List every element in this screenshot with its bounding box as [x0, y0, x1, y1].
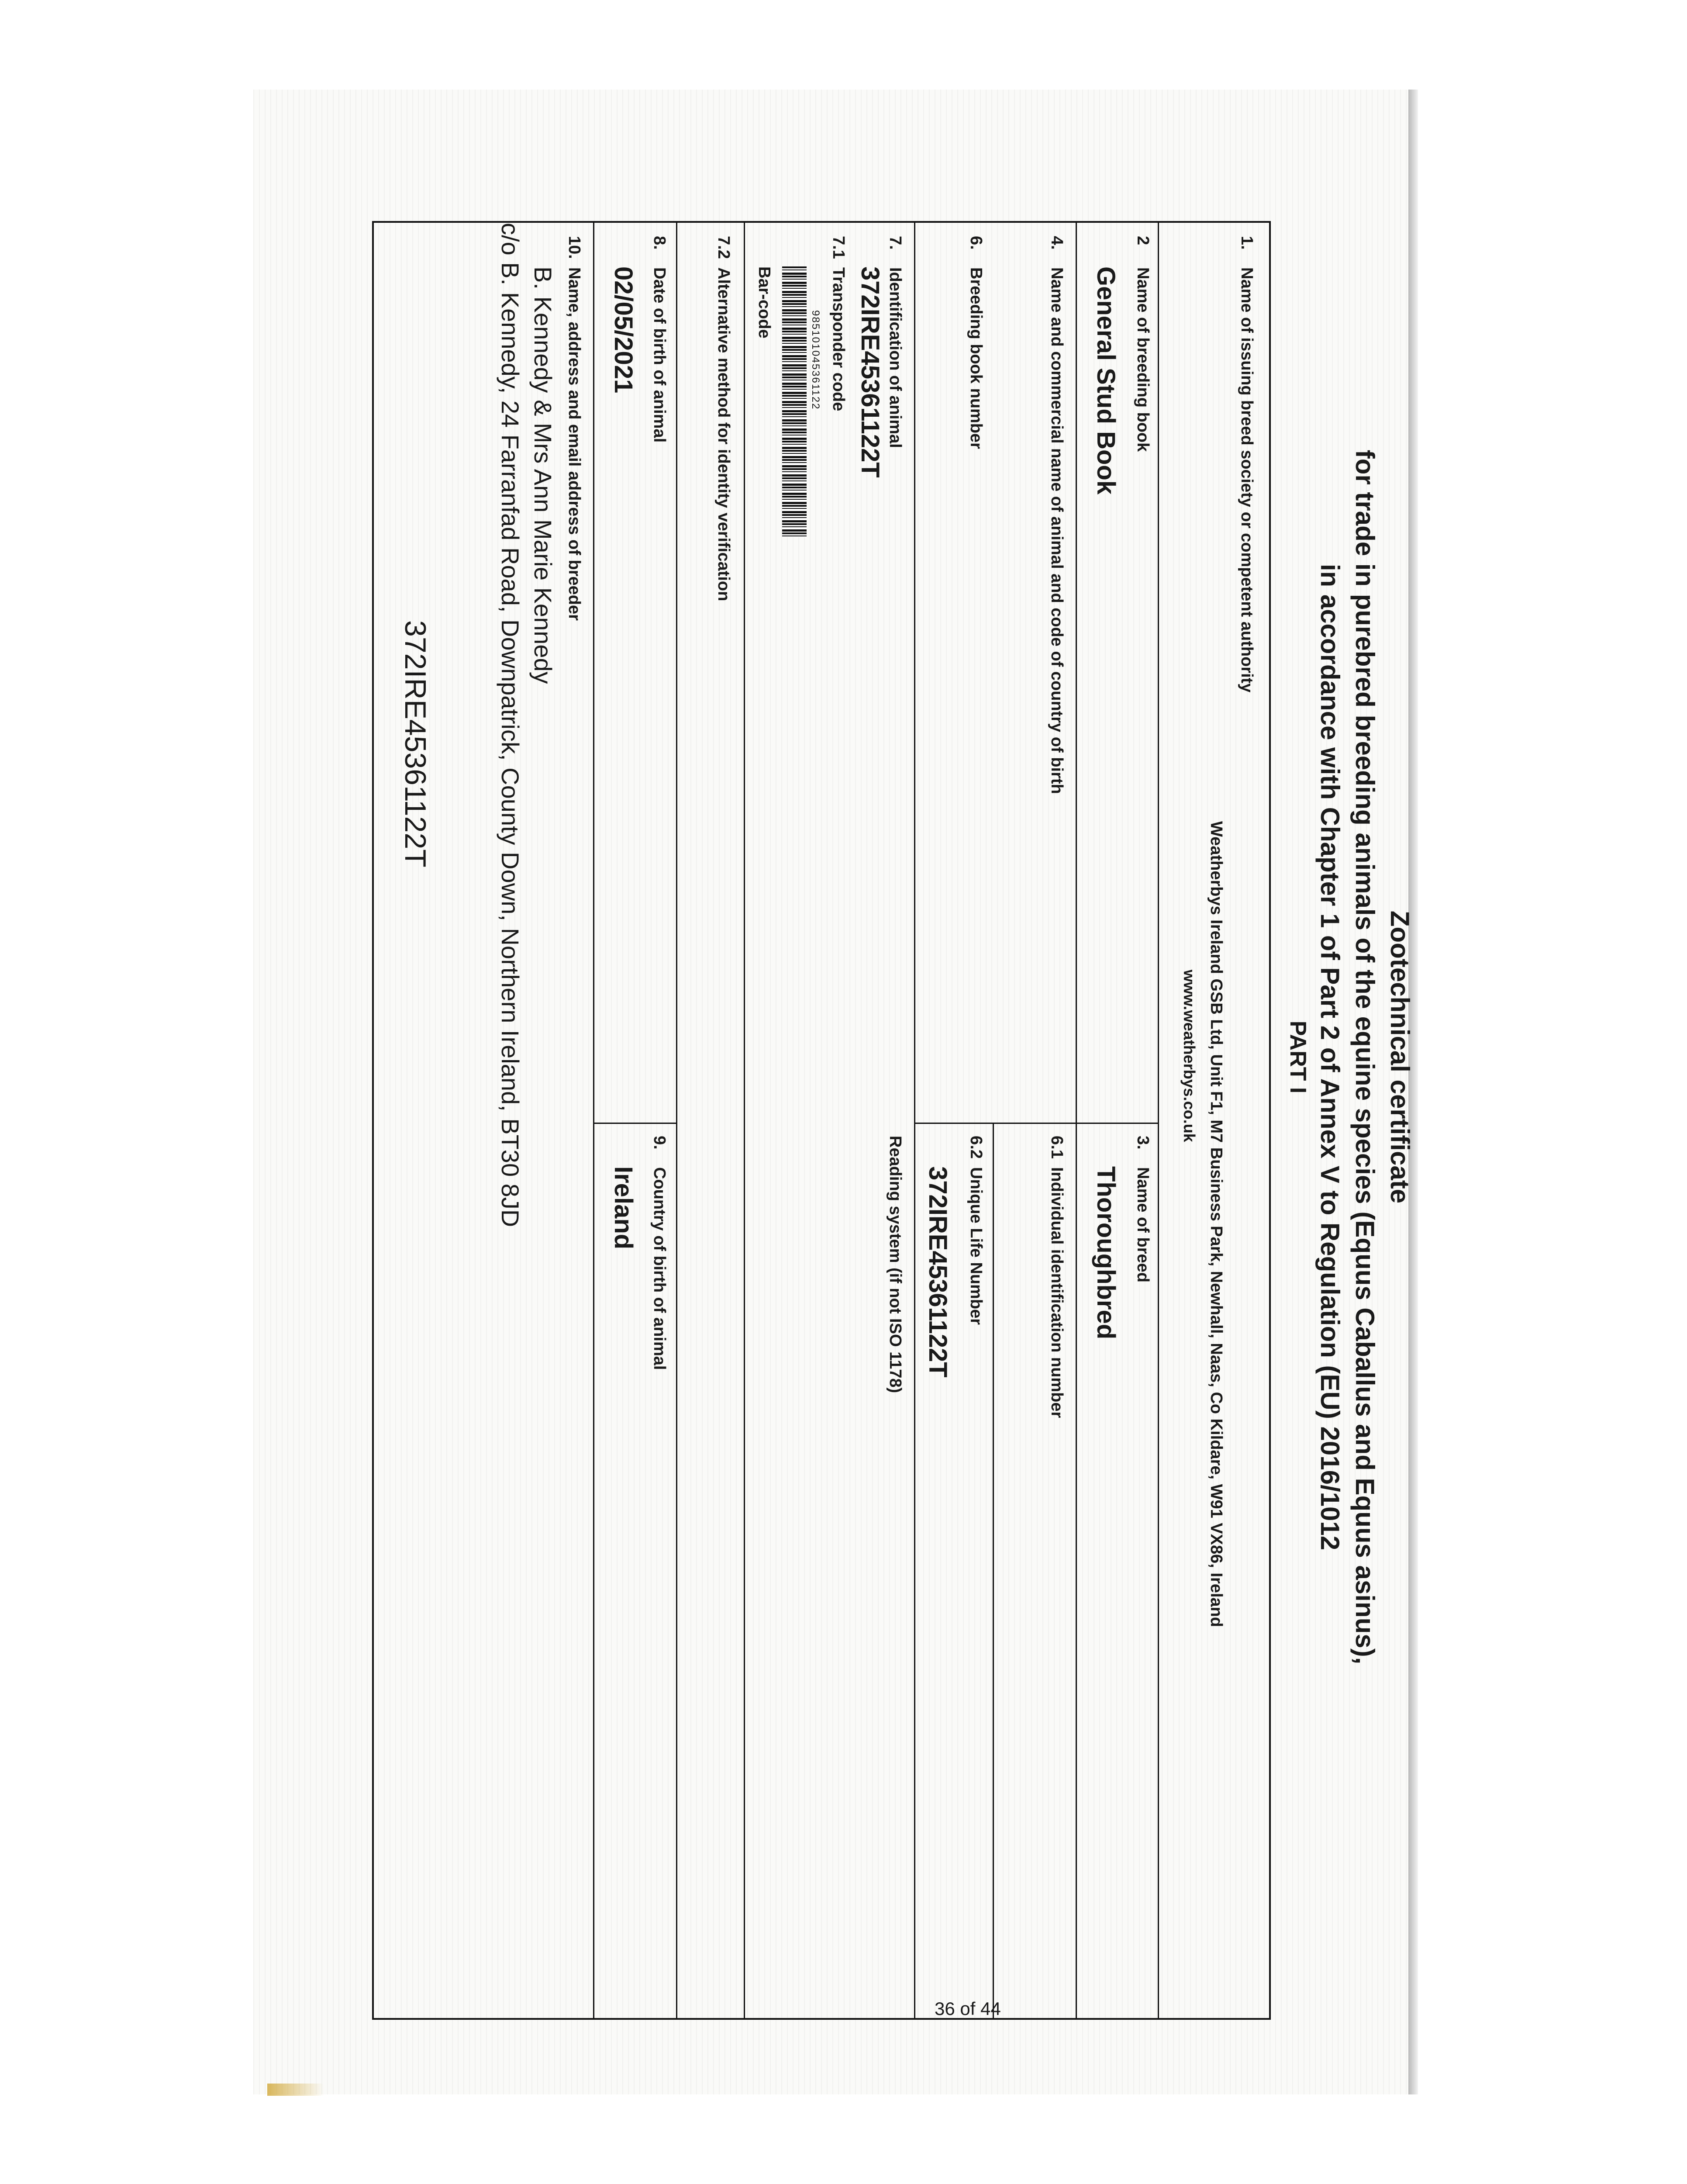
- field-label-reading-system: Reading system (if not ISO 1178): [886, 1136, 904, 1393]
- field-label-issuing-authority: [1237, 236, 1256, 692]
- column-divider: [914, 1123, 1159, 1124]
- field-number: 6.2: [967, 1136, 985, 1159]
- field-label-transponder: [829, 236, 848, 411]
- field-label-breeding-book-number: [966, 236, 985, 449]
- row-divider: [676, 223, 677, 2018]
- transponder-barcode-block: [782, 266, 821, 537]
- page-number: 36 of 44: [935, 1998, 1001, 2019]
- breeding-book-value: General Stud Book: [1092, 266, 1120, 495]
- field-label-country-of-birth: [650, 1136, 669, 1370]
- field-number: 10.: [565, 236, 583, 259]
- issuing-authority-website: www.weatherbys.co.uk: [1180, 970, 1198, 1142]
- field-label-individual-id: [1047, 1136, 1066, 1418]
- field-number: 2: [1134, 236, 1152, 245]
- field-label-date-of-birth: [650, 236, 669, 442]
- country-of-birth-value: Ireland: [609, 1166, 638, 1250]
- issuing-authority-address: Weatherbys Ireland GSB Ltd, Unit F1, M7 Business Park, Newhall, Naas, Co Kildare, W91 VX86, Ireland: [1207, 821, 1225, 1627]
- field-number: 7.: [886, 236, 904, 250]
- field-label-alternative-method: [714, 236, 733, 601]
- field-label-text: Name of breeding book: [1134, 267, 1152, 452]
- row-divider: [1076, 223, 1077, 2018]
- identification-value: 372IRE45361122T: [856, 266, 884, 478]
- top-identifier: 372IRE45361122T: [399, 620, 432, 867]
- certificate-content: [288, 96, 1424, 2018]
- field-number: 6.: [967, 236, 985, 250]
- field-label-text: Breeding book number: [967, 267, 985, 449]
- breeder-address: c/o B. Kennedy, 24 Farranfad Road, Downpatrick, County Down, Northern Ireland, BT30 8JD: [497, 223, 524, 1227]
- ueln-value: 372IRE45361122T: [924, 1166, 952, 1378]
- breed-value: Thoroughbred: [1092, 1166, 1120, 1340]
- date-of-birth-value: 02/05/2021: [609, 266, 638, 394]
- corner-mark: [267, 2084, 324, 2096]
- field-label-text: Name, address and email address of breeder: [565, 267, 583, 621]
- field-label-text: Transponder code: [829, 267, 848, 411]
- certificate-title: Zootechnical certificate: [1385, 910, 1414, 1204]
- row-divider: [1158, 223, 1159, 2018]
- part-label: PART I: [1285, 1020, 1311, 1094]
- field-label-text: Name and commercial name of animal and code of country of birth: [1048, 267, 1066, 794]
- field-label-breeder: [565, 236, 583, 621]
- field-label-text: Date of birth of animal: [650, 267, 669, 443]
- field-label-text: Name of breed: [1134, 1167, 1152, 1282]
- field-number: 4.: [1048, 236, 1066, 250]
- barcode-number: 985101045361122: [810, 310, 821, 410]
- field-number: 8.: [650, 236, 669, 250]
- field-number: 3.: [1134, 1136, 1152, 1150]
- field-label-ueln: [966, 1136, 985, 1325]
- field-number: 7.2: [714, 236, 733, 259]
- row-divider: [993, 1123, 994, 2018]
- field-label-text: Unique Life Number: [967, 1167, 985, 1325]
- barcode-label: Bar-code: [755, 266, 773, 339]
- barcode-icon: [782, 266, 807, 537]
- certificate-form: [372, 221, 1271, 2020]
- certificate-subtitle-line1: for trade in purebred breeding animals of the equine species (Equus Caballus and Equus asinus),: [1350, 449, 1380, 1665]
- row-divider: [593, 223, 594, 2018]
- field-number: 6.1: [1048, 1136, 1066, 1159]
- row-divider: [914, 223, 915, 2018]
- field-label-breed: [1133, 1136, 1152, 1282]
- field-label-text: Country of birth of animal: [650, 1167, 669, 1370]
- row-divider: [744, 223, 745, 2018]
- column-divider: [594, 1123, 677, 1124]
- breeder-name: B. Kennedy & Mrs Ann Marie Kennedy: [529, 266, 557, 684]
- field-label-text: Identification of animal: [886, 267, 904, 448]
- field-number: 1.: [1238, 236, 1256, 250]
- field-label-text: Individual identification number: [1048, 1167, 1066, 1418]
- field-number: 9.: [650, 1136, 669, 1150]
- field-label-animal-name: [1047, 236, 1066, 794]
- issuing-authority-value: [1176, 821, 1230, 1627]
- field-number: 7.1: [829, 236, 848, 259]
- field-label-breeding-book: [1133, 236, 1152, 452]
- certificate-subtitle-line2: in accordance with Chapter 1 of Part 2 of Annex V to Regulation (EU) 2016/1012: [1315, 563, 1345, 1551]
- field-label-identification: [886, 236, 904, 448]
- field-label-text: Alternative method for identity verification: [714, 267, 733, 601]
- field-label-text: Name of issuing breed society or competent authority: [1238, 267, 1256, 693]
